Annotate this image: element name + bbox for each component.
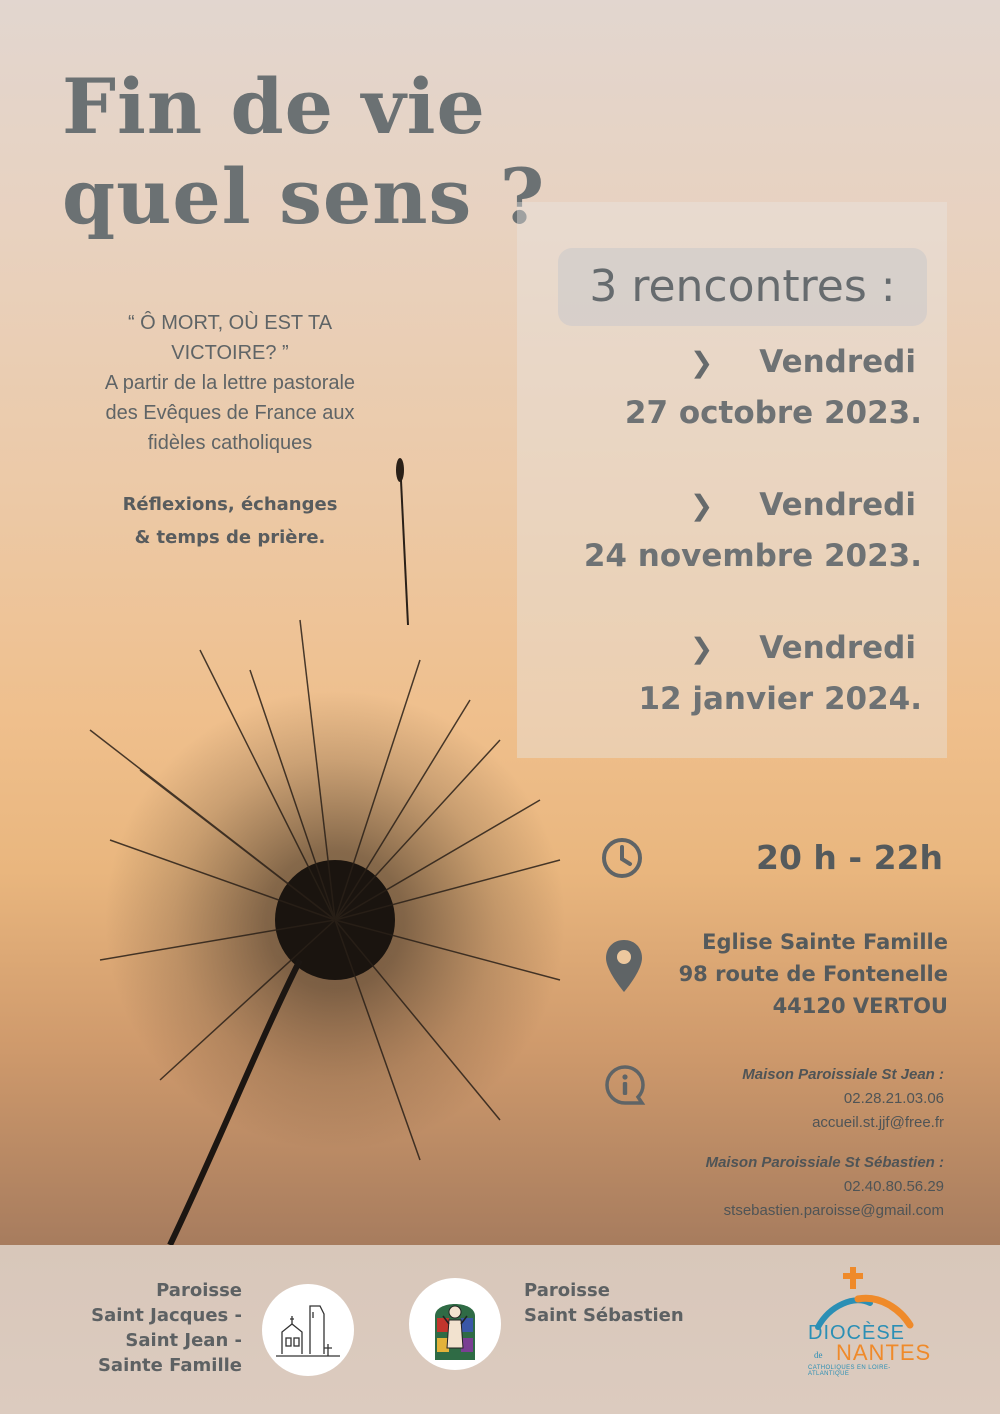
diocese-name-1: DIOCÈSE — [808, 1322, 906, 1344]
parish-line: Saint Jean - — [125, 1330, 242, 1351]
page-title — [62, 62, 545, 242]
contact-phone: 02.28.21.03.06 — [843, 1090, 944, 1107]
parish-line: Saint Sébastien — [524, 1305, 684, 1326]
contact-label: Maison Paroissiale St Sébastien : — [705, 1154, 944, 1171]
parish-line: Sainte Famille — [97, 1355, 242, 1376]
title-line-2: quel sens ? — [62, 152, 546, 241]
meeting-day: Vendredi — [759, 344, 916, 380]
map-pin-icon — [604, 938, 644, 994]
diocese-prefix: de — [814, 1350, 823, 1360]
parish-2-logo — [409, 1278, 501, 1370]
parish-2-name — [524, 1278, 764, 1328]
event-time: 20 h - 22h — [756, 838, 943, 877]
parish-line: Paroisse — [156, 1280, 242, 1301]
event-address — [640, 926, 948, 1022]
contact-st-sebastien — [600, 1151, 944, 1223]
quote-line: des Evêques de France aux — [105, 402, 355, 424]
meetings-heading: 3 rencontres : — [558, 248, 927, 326]
address-line: Eglise Sainte Famille — [702, 930, 948, 954]
meeting-date-2 — [502, 480, 922, 581]
quote-line: VICTOIRE? ” — [171, 342, 289, 364]
address-line: 98 route de Fontenelle — [678, 962, 948, 986]
activities-line: Réflexions, échanges — [122, 494, 338, 515]
diocese-name-2: NANTES — [836, 1340, 932, 1365]
contact-email: stsebastien.paroisse@gmail.com — [723, 1202, 944, 1219]
parish-line: Saint Jacques - — [91, 1305, 242, 1326]
meeting-date: 12 janvier 2024. — [638, 681, 922, 717]
contact-phone: 02.40.80.56.29 — [843, 1178, 944, 1195]
activities-line: & temps de prière. — [134, 527, 326, 548]
meeting-date-3 — [502, 623, 922, 724]
contact-email: accueil.st.jjf@free.fr — [812, 1114, 944, 1131]
chevron-right-icon: ❯ — [689, 632, 714, 665]
parish-line: Paroisse — [524, 1280, 610, 1301]
chevron-right-icon: ❯ — [689, 489, 714, 522]
address-line: 44120 VERTOU — [772, 994, 948, 1018]
intro-quote — [60, 308, 400, 458]
chevron-right-icon: ❯ — [689, 346, 714, 379]
activities-text — [60, 488, 400, 554]
quote-line: “ Ô MORT, OÙ EST TA — [127, 312, 333, 334]
parish-1-logo — [262, 1284, 354, 1376]
meeting-date-1 — [502, 337, 922, 438]
clock-icon — [600, 836, 644, 880]
quote-line: A partir de la lettre pastorale — [104, 372, 356, 394]
contact-label: Maison Paroissiale St Jean : — [742, 1066, 944, 1083]
quote-line: fidèles catholiques — [147, 432, 313, 454]
meeting-day: Vendredi — [759, 487, 916, 523]
diocese-tagline: CATHOLIQUES EN LOIRE-ATLANTIQUE — [808, 1365, 891, 1377]
meeting-date: 24 novembre 2023. — [583, 538, 922, 574]
contact-st-jean — [600, 1063, 944, 1135]
title-line-1: Fin de vie — [62, 62, 486, 151]
meeting-date: 27 octobre 2023. — [624, 395, 922, 431]
parish-1-name — [60, 1278, 242, 1378]
meeting-day: Vendredi — [759, 630, 916, 666]
